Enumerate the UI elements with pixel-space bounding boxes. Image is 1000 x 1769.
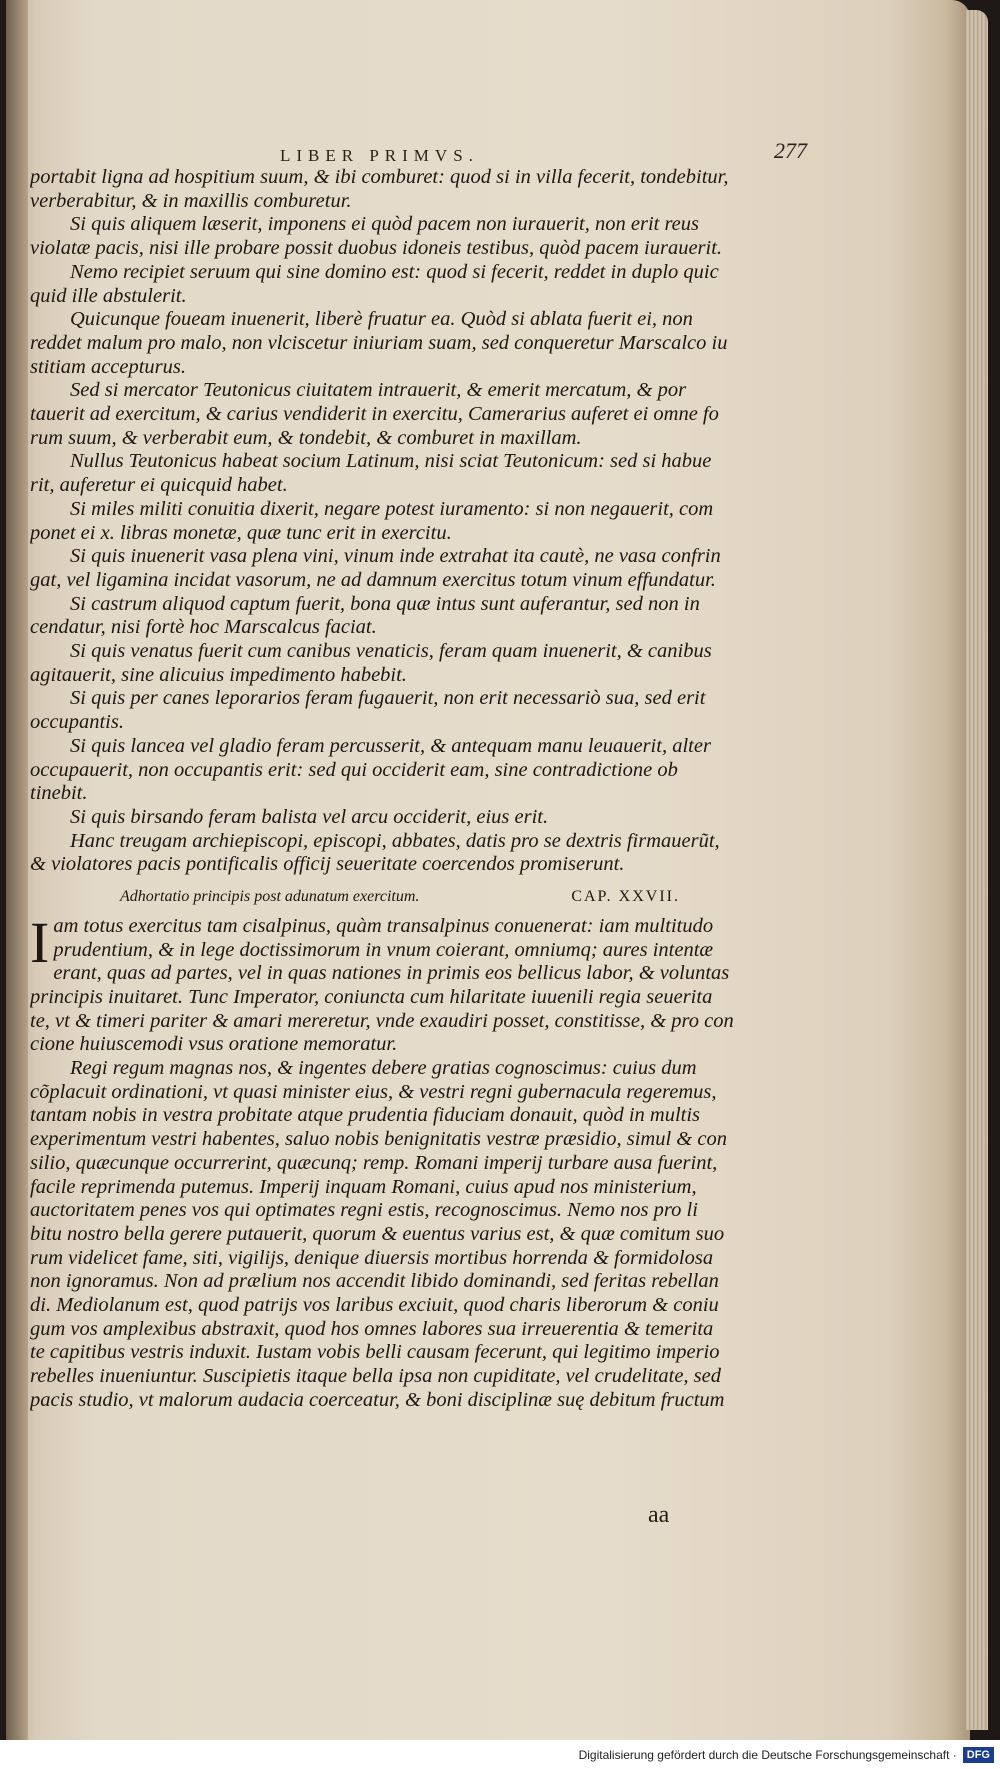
text-line: violatæ pacis, nisi ille probare possit duobus idoneis testibus, quòd pacem iurauerit. [30, 237, 723, 260]
text-line: Nemo recipiet seruum qui sine domino est: quod si fecerit, reddet in duplo quic [70, 260, 719, 283]
running-head: LIBER PRIMVS. [280, 146, 479, 165]
text-line: am totus exercitus tam cisalpinus, quàm transalpinus conuenerat: iam multitudo [53, 914, 714, 937]
text-line: principis inuitaret. Tunc Imperator, coniuncta cum hilaritate iuuenili regia seuerita [30, 985, 713, 1008]
text-line: rum videlicet fame, siti, vigilijs, denique diuersis mortibus horrenda & formidolosa [30, 1246, 714, 1269]
text-line: cendatur, nisi fortè hoc Marscalcus faciat. [30, 616, 377, 639]
text-line: Si castrum aliquod captum fuerit, bona quæ intus sunt auferantur, sed non in [70, 592, 700, 615]
drop-initial: I [30, 909, 50, 975]
text-line: Quicunque foueam inuenerit, liberè fruatur ea. Quòd si ablata fuerit ei, non [70, 308, 693, 331]
page-gutter [6, 0, 28, 1740]
text-line: & violatores pacis pontificalis officij seueritate coercendos promiserunt. [30, 853, 625, 876]
text-line: te, vt & timeri pariter & amari mereretur, vnde exaudiri posset, constitisse, & pro con [30, 1009, 734, 1032]
text-line: non ignoramus. Non ad prælium nos accendit libido dominandi, sed feritas rebellan [30, 1270, 719, 1293]
text-line: facile reprimenda putemus. Imperij inquam Romani, cuius apud nos ministerium, [30, 1175, 697, 1198]
text-line: Hanc treugam archiepiscopi, episcopi, abbates, datis pro se dextris firmauerũt, [70, 829, 720, 852]
text-line: ponet ei x. libras monetæ, quæ tunc erit in exercitu. [30, 521, 452, 544]
chapter-title: Adhortatio principis post adunatum exercitum. [120, 888, 420, 906]
text-line: Si quis per canes leporarios feram fugauerit, non erit necessariò sua, sed erit [70, 687, 706, 710]
body-text [30, 166, 800, 1413]
text-line: experimentum vestri habentes, saluo nobis benignitatis vestræ præsidio, simul & con [30, 1128, 727, 1151]
text-line: cione huiuscemodi vsus oratione memoratur. [30, 1033, 398, 1056]
text-line: rum suum, & verberabit eum, & tondebit, & comburet in maxillam. [30, 426, 582, 449]
text-line: tantam nobis in vestra probitate atque prudentia fiduciam donauit, quòd in multis [30, 1104, 701, 1127]
text-line: Si quis birsando feram balista vel arcu occiderit, eius erit. [70, 805, 549, 828]
text-line: Si quis inuenerit vasa plena vini, vinum inde extrahat ita cautè, ne vasa confrin [70, 545, 721, 568]
text-line: erant, quas ad partes, vel in quas nationes in primis eos bellicus labor, & voluntas [53, 962, 730, 985]
text-line: auctoritatem penes vos qui optimates regni estis, recognoscimus. Nemo nos pro li [30, 1199, 698, 1222]
text-line: occupantis. [30, 711, 124, 734]
text-line: verberabitur, & in maxillis comburetur. [30, 189, 352, 212]
text-line: Si quis lancea vel gladio feram percusserit, & antequam manu leuauerit, alter [70, 734, 711, 757]
text-line: agitauerit, sine alicuius impedimento habebit. [30, 663, 407, 686]
footer-credit: Digitalisierung gefördert durch die Deutsche Forschungsgemeinschaft · [578, 1747, 957, 1762]
text-line: Regi regum magnas nos, & ingentes debere gratias cognoscimus: cuius dum [70, 1057, 697, 1080]
text-line: reddet malum pro malo, non vlciscetur iniuriam suam, sed conqueretur Marscalco iu [30, 331, 728, 354]
paragraphs-laws [30, 166, 800, 877]
text-line: rebelles inueniuntur. Suscipietis itaque bella ipsa non cupiditate, vel crudelitate, sed [30, 1365, 721, 1388]
page-number: 277 [774, 138, 807, 163]
page-stack-edge [966, 10, 988, 1730]
signature-mark: aa [648, 1502, 670, 1528]
text-line: tauerit ad exercitum, & carius vendiderit in exercitu, Camerarius auferet ei omne fo [30, 403, 719, 426]
chapter-body [30, 909, 800, 1413]
chapter-heading [120, 885, 680, 909]
text-line: tinebit. [30, 782, 88, 805]
text-line: cõplacuit ordinationi, vt quasi minister eius, & vestri regni gubernacula regeremus, [30, 1080, 717, 1103]
text-line: gat, vel ligamina incidat vasorum, ne ad damnum exercitus totum vinum effundatur. [30, 568, 716, 591]
paragraphs-speech [30, 909, 800, 1413]
text-line: rit, auferetur ei quicquid habet. [30, 474, 288, 497]
text-line: Sed si mercator Teutonicus ciuitatem intrauerit, & emerit mercatum, & por [70, 379, 687, 402]
text-line: pacis studio, vt malorum audacia coerceatur, & boni disciplinæ suę debitum fructum [30, 1388, 725, 1411]
chapter-number: CAP. XXVII. [571, 888, 680, 906]
text-line: Si quis aliquem læserit, imponens ei quòd pacem non iurauerit, non erit reus [70, 213, 700, 236]
text-line: Si miles militi conuitia dixerit, negare potest iuramento: si non negauerit, com [70, 497, 714, 520]
text-line: portabit ligna ad hospitium suum, & ibi comburet: quod si in villa fecerit, tondebitur, [30, 166, 729, 188]
text-line: Si quis venatus fuerit cum canibus venaticis, feram quam inuenerit, & canibus [70, 640, 712, 663]
text-line: occupauerit, non occupantis erit: sed qui occiderit eam, sine contradictione ob [30, 758, 678, 781]
text-line: stitiam accepturus. [30, 355, 187, 378]
dfg-logo: DFG [963, 1747, 994, 1763]
text-line: quid ille abstulerit. [30, 284, 187, 307]
text-line: silio, quæcunque occurrerint, quæcunq; remp. Romani imperij turbare ausa fuerint, [30, 1151, 718, 1174]
text-line: prudentium, & in lege doctissimorum in vnum coierant, omniumq; aures intentæ [53, 938, 714, 961]
text-line: Nullus Teutonicus habeat socium Latinum, nisi sciat Teutonicum: sed si habue [70, 450, 712, 473]
text-line: bitu nostro bella gerere putauerit, quorum & euentus varius est, & quæ comitum suo [30, 1222, 725, 1245]
footer-bar [0, 1740, 1000, 1769]
text-line: di. Mediolanum est, quod patrijs vos laribus exciuit, quod charis liberorum & coniu [30, 1294, 719, 1317]
text-line: te capitibus vestris induxit. Iustam vobis belli causam fecerunt, qui legitimo imperio [30, 1341, 720, 1364]
text-line: gum vos amplexibus abstraxit, quod hos omnes labores sua irreuerentia & temerita [30, 1317, 714, 1340]
